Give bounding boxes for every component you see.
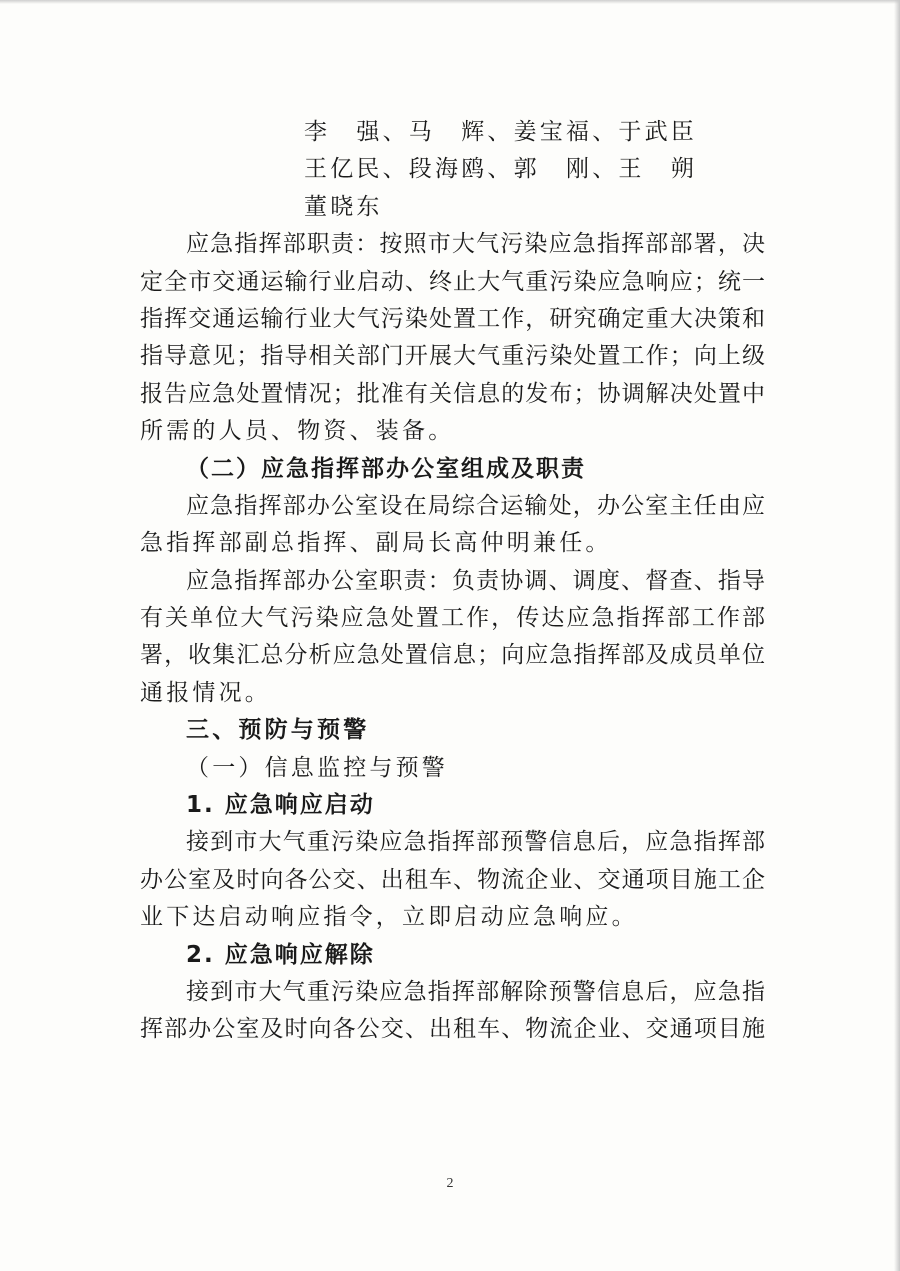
section-heading-office: （二）应急指挥部办公室组成及职责	[186, 455, 586, 482]
scan-edge-right	[894, 0, 900, 1271]
response-start-line: 接到市大气重污染应急指挥部预警信息后，应急指挥部	[186, 829, 765, 856]
office-duties-line: 有关单位大气污染应急处置工作，传达应急指挥部工作部	[140, 605, 765, 632]
commander-duties-line: 指导意见；指导相关部门开展大气重污染处置工作；向上级	[140, 343, 765, 370]
commander-duties-line: 定全市交通运输行业启动、终止大气重污染应急响应；统一	[140, 268, 765, 295]
response-end-line: 接到市大气重污染应急指挥部解除预警信息后，应急指	[186, 978, 765, 1005]
scan-edge-top	[0, 0, 900, 4]
response-start-line: 办公室及时向各公交、出租车、物流企业、交通项目施工企	[140, 866, 765, 893]
member-names-line-2: 王亿民、段海鸥、郭 刚、王 朔	[304, 156, 697, 183]
office-duties-line: 应急指挥部办公室职责：负责协调、调度、督查、指导	[186, 567, 765, 594]
section-heading-monitoring: （一）信息监控与预警	[186, 754, 448, 781]
member-names-line-1: 李 强、马 辉、姜宝福、于武臣	[304, 119, 697, 145]
commander-duties-line: 报告应急处置情况；批准有关信息的发布；协调解决处置中	[140, 380, 765, 407]
office-duties-line: 署，收集汇总分析应急处置信息；向应急指挥部及成员单位	[140, 642, 765, 669]
member-names-line-3: 董晓东	[304, 193, 383, 220]
item-heading-response-end: 2. 应急响应解除	[186, 941, 375, 968]
response-end-line: 挥部办公室及时向各公交、出租车、物流企业、交通项目施	[140, 1016, 765, 1043]
chapter-heading-prevention: 三、预防与预警	[186, 717, 370, 744]
commander-duties-line: 应急指挥部职责：按照市大气污染应急指挥部部署，决	[186, 231, 765, 258]
commander-duties-line: 指挥交通运输行业大气污染处置工作，研究确定重大决策和	[140, 305, 765, 332]
office-setup-line: 应急指挥部办公室设在局综合运输处，办公室主任由应	[186, 492, 765, 519]
item-heading-response-start: 1. 应急响应启动	[186, 792, 375, 819]
office-duties-line: 通报情况。	[140, 679, 271, 706]
commander-duties-line: 所需的人员、物资、装备。	[140, 418, 455, 445]
office-setup-line: 急指挥部副总指挥、副局长高仲明兼任。	[140, 530, 612, 557]
page-number: 2	[446, 1176, 454, 1191]
document-body	[140, 114, 765, 1049]
response-start-line: 业下达启动响应指令，立即启动应急响应。	[140, 904, 638, 931]
